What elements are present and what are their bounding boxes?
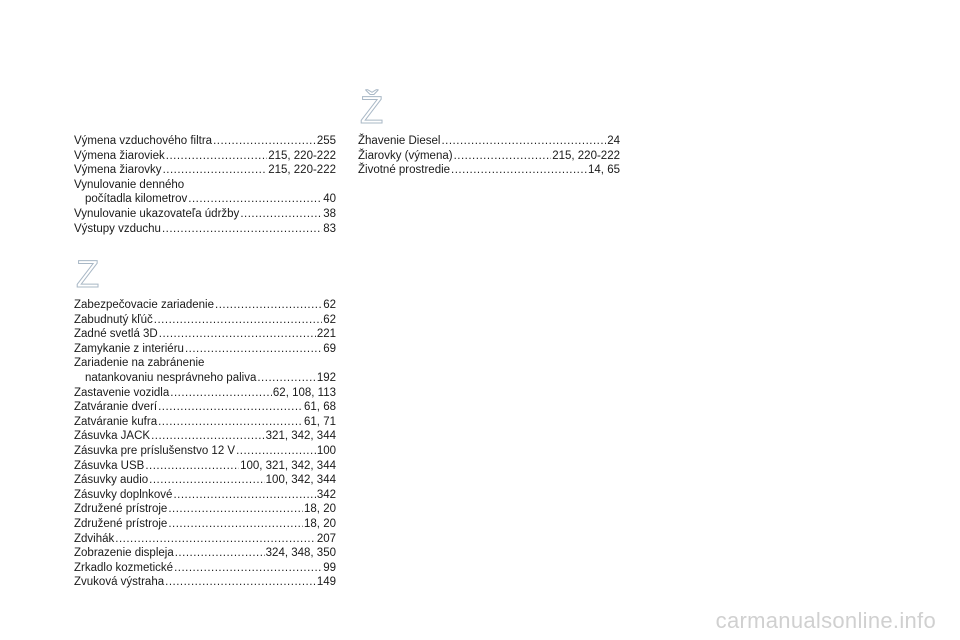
entry-text: Združené prístroje: [74, 503, 168, 516]
leader-dots: [215, 298, 322, 313]
entry-pages: 221: [316, 328, 336, 341]
index-section-z: [74, 256, 336, 590]
index-entry: [358, 134, 620, 149]
entry-text: Výmena žiarovky: [74, 164, 162, 177]
index-entry: [74, 222, 336, 237]
entry-text: Zásuvky doplnkové: [74, 488, 173, 501]
entry-pages: 14, 65: [588, 164, 620, 177]
index-entry: [74, 298, 336, 313]
entry-text: Zatváranie dverí: [74, 401, 158, 414]
index-entry: [74, 488, 336, 503]
leader-dots: [173, 488, 315, 503]
leader-dots: [451, 163, 587, 178]
entry-pages: 18, 20: [304, 503, 336, 516]
entry-pages: 24: [607, 135, 620, 147]
leader-dots: [165, 575, 316, 590]
index-section-zh: [358, 92, 620, 178]
index-subentry: [74, 192, 336, 207]
entry-pages: 69: [323, 342, 336, 355]
entry-pages: 149: [316, 576, 336, 589]
entry-text: Združené prístroje: [74, 517, 168, 530]
entry-pages: 192: [316, 371, 336, 384]
index-entry: [74, 575, 336, 590]
entry-text: Zdvihák: [74, 532, 115, 545]
index-entry: [74, 207, 336, 222]
entry-pages: 62: [323, 299, 336, 311]
leader-dots: [166, 149, 267, 164]
leader-dots: [213, 134, 316, 149]
entry-pages: 255: [316, 135, 336, 147]
entry-text: Zásuvka USB: [74, 459, 145, 472]
index-entry: [74, 517, 336, 532]
index-entry: [74, 546, 336, 561]
leader-dots: [151, 429, 265, 444]
index-section-v: [74, 134, 336, 236]
entry-text: Zásuvky audio: [74, 474, 149, 487]
leader-dots: [257, 371, 315, 386]
entry-text: Zastavenie vozidla: [74, 386, 170, 399]
index-entry: [74, 400, 336, 415]
entry-text: Zamykanie z interiéru: [74, 342, 184, 355]
entry-pages: 321, 342, 344: [265, 430, 336, 443]
leader-dots: [158, 415, 303, 430]
index-entry: [74, 473, 336, 488]
entry-text: Zvuková výstraha: [74, 576, 165, 589]
leader-dots: [175, 546, 265, 561]
leader-dots: [188, 192, 322, 207]
entry-text: Vynulovanie denného: [74, 178, 185, 191]
entry-pages: 62: [323, 313, 336, 326]
index-entry-heading: [74, 356, 336, 371]
index-entry: [74, 342, 336, 357]
section-letter-z: Z: [76, 254, 100, 296]
entry-text: Zadné svetlá 3D: [74, 328, 158, 341]
index-entry: [74, 459, 336, 474]
entry-pages: 62, 108, 113: [272, 386, 336, 399]
entry-pages: 38: [323, 207, 336, 220]
index-entry: [74, 134, 336, 149]
leader-dots: [115, 532, 316, 547]
leader-dots: [159, 327, 316, 342]
entry-text: Zobrazenie displeja: [74, 547, 174, 560]
index-entry: [74, 561, 336, 576]
entry-pages: 61, 68: [304, 401, 336, 414]
index-entry: [74, 313, 336, 328]
entry-pages: 215, 220-222: [268, 164, 336, 177]
entry-text: Zrkadlo kozmetické: [74, 561, 174, 574]
leader-dots: [168, 502, 303, 517]
index-entry: [74, 163, 336, 178]
leader-dots: [162, 222, 322, 237]
leader-dots: [170, 386, 272, 401]
leader-dots: [240, 207, 322, 222]
leader-dots: [185, 342, 322, 357]
entry-pages: 83: [323, 222, 336, 235]
entry-text: Zásuvka pre príslušenstvo 12 V: [74, 444, 236, 457]
leader-dots: [158, 400, 303, 415]
entry-pages: 342: [316, 488, 336, 501]
index-entry: [358, 149, 620, 164]
entry-text: Žhavenie Diesel: [358, 135, 441, 147]
entry-text: Žiarovky (výmena): [358, 149, 453, 162]
index-entry: [74, 444, 336, 459]
entry-text: Výstupy vzduchu: [74, 222, 161, 235]
entry-text: Zariadenie na zabránenie: [74, 357, 205, 370]
index-entry-heading: [74, 178, 336, 193]
index-entry: [74, 386, 336, 401]
entry-pages: 61, 71: [304, 415, 336, 428]
leader-dots: [441, 134, 606, 149]
entry-pages: 99: [323, 561, 336, 574]
leader-dots: [236, 444, 316, 459]
index-entry: [74, 327, 336, 342]
entry-text: Zabudnutý kľúč: [74, 313, 153, 326]
index-entry: [74, 429, 336, 444]
entry-pages: 100, 321, 342, 344: [240, 459, 336, 472]
entry-text: Zásuvka JACK: [74, 430, 151, 443]
index-entry: [74, 149, 336, 164]
entry-pages: 324, 348, 350: [265, 547, 336, 560]
entry-text: Životné prostredie: [358, 164, 451, 177]
section-letter-zh: Ž: [360, 90, 384, 132]
leader-dots: [145, 459, 239, 474]
entry-pages: 18, 20: [304, 517, 336, 530]
watermark: carmanualsonline.info: [715, 608, 936, 633]
leader-dots: [163, 163, 268, 178]
index-subentry: [74, 371, 336, 386]
index-entry: [74, 532, 336, 547]
entry-pages: 100, 342, 344: [265, 474, 336, 487]
leader-dots: [168, 517, 303, 532]
leader-dots: [154, 313, 322, 328]
index-entry: [74, 415, 336, 430]
leader-dots: [149, 473, 265, 488]
index-entry: [358, 163, 620, 178]
entry-text: počítadla kilometrov: [85, 193, 188, 206]
entry-pages: 215, 220-222: [268, 149, 336, 162]
entry-pages: 40: [323, 193, 336, 206]
index-entry: [74, 502, 336, 517]
entry-text: Zabezpečovacie zariadenie: [74, 299, 215, 311]
leader-dots: [454, 149, 552, 164]
leader-dots: [174, 561, 322, 576]
entry-text: Výmena žiaroviek: [74, 149, 165, 162]
entry-text: natankovaniu nesprávneho paliva: [85, 371, 257, 384]
entry-pages: 100: [316, 444, 336, 457]
entry-text: Výmena vzduchového filtra: [74, 135, 213, 147]
entry-pages: 207: [316, 532, 336, 545]
entry-text: Zatváranie kufra: [74, 415, 158, 428]
entry-text: Vynulovanie ukazovateľa údržby: [74, 207, 240, 220]
entry-pages: 215, 220-222: [552, 149, 620, 162]
